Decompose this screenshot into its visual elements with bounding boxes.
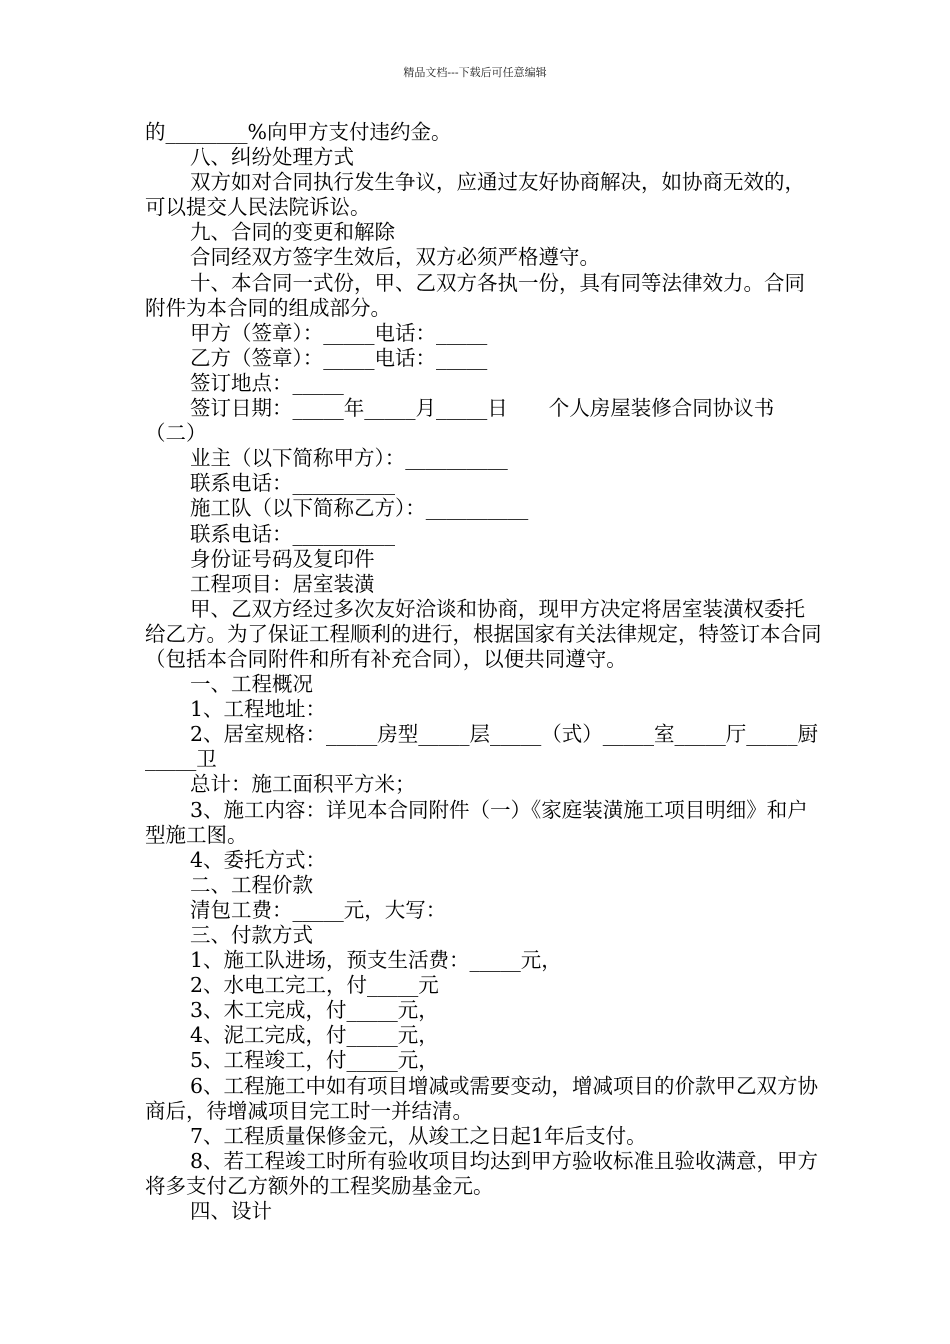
document-body [145, 120, 825, 1224]
paragraph: 身份证号码及复印件 [190, 546, 375, 571]
paragraph: 签订日期：_____年_____月_____日 个人房屋装修合同协议书（二） [145, 396, 775, 446]
paragraph: 清包工费：_____元，大写： [190, 897, 447, 922]
paragraph: 九、合同的变更和解除 [190, 220, 395, 245]
paragraph: 4、泥工完成，付_____元， [190, 1023, 439, 1048]
paragraph: 八、纠纷处理方式 [190, 145, 354, 170]
paragraph: 4、委托方式： [190, 847, 327, 872]
paragraph: 签订地点：_____ [190, 370, 344, 395]
paragraph: 2、居室规格：_____房型_____层_____（式）_____室_____厅_____厨_____卫 [145, 722, 819, 772]
paragraph: 总计：施工面积平方米； [190, 772, 416, 797]
paragraph: 1、工程地址： [190, 697, 327, 722]
paragraph: 甲方（签章）：_____电话：_____ [190, 320, 488, 345]
paragraph: 工程项目：居室装潢 [190, 571, 375, 596]
paragraph: 双方如对合同执行发生争议，应通过友好协商解决，如协商无效的，可以提交人民法院诉讼。 [145, 170, 805, 220]
paragraph: 施工队（以下简称乙方）：__________ [190, 496, 529, 521]
paragraph: 的________%向甲方支付违约金。 [145, 120, 452, 144]
paragraph: 一、工程概况 [190, 672, 313, 697]
paragraph: 乙方（签章）：_____电话：_____ [190, 345, 488, 370]
paragraph: 业主（以下简称甲方）：__________ [190, 446, 508, 471]
paragraph: 7、工程质量保修金元，从竣工之日起1年后支付。 [190, 1123, 647, 1148]
paragraph: 3、木工完成，付_____元， [190, 998, 439, 1023]
paragraph: 二、工程价款 [190, 872, 313, 897]
paragraph: 三、付款方式 [190, 923, 313, 947]
paragraph: 十、本合同一式份，甲、乙双方各执一份，具有同等法律效力。合同附件为本合同的组成部分。 [145, 270, 805, 320]
paragraph: 四、设计 [190, 1199, 272, 1224]
paragraph: 5、工程竣工，付_____元， [190, 1048, 439, 1073]
paragraph: 联系电话：__________ [190, 471, 395, 496]
paragraph: 合同经双方签字生效后，双方必须严格遵守。 [190, 245, 600, 270]
paragraph: 联系电话：__________ [190, 521, 395, 546]
paragraph: 2、水电工完工，付_____元 [190, 973, 439, 998]
page-header: 精品文档---下载后可任意编辑 [403, 66, 547, 79]
paragraph: 3、施工内容：详见本合同附件（一）《家庭装潢施工项目明细》和户型施工图。 [145, 797, 808, 847]
paragraph: 甲、乙双方经过多次友好洽谈和协商，现甲方决定将居室装潢权委托给乙方。为了保证工程顺利的进行，根据国家有关法律规定，特签订本合同（包括本合同附件和所有补充合同），以便共同遵守。 [145, 596, 822, 671]
paragraph: 1、施工队进场，预支生活费：_____元， [190, 948, 562, 973]
paragraph: 8、若工程竣工时所有验收项目均达到甲方验收标准且验收满意，甲方将多支付乙方额外的工程奖励基金元。 [145, 1148, 819, 1198]
paragraph: 6、工程施工中如有项目增减或需要变动，增减项目的价款甲乙双方协商后，待增减项目完工时一并结清。 [145, 1073, 819, 1123]
